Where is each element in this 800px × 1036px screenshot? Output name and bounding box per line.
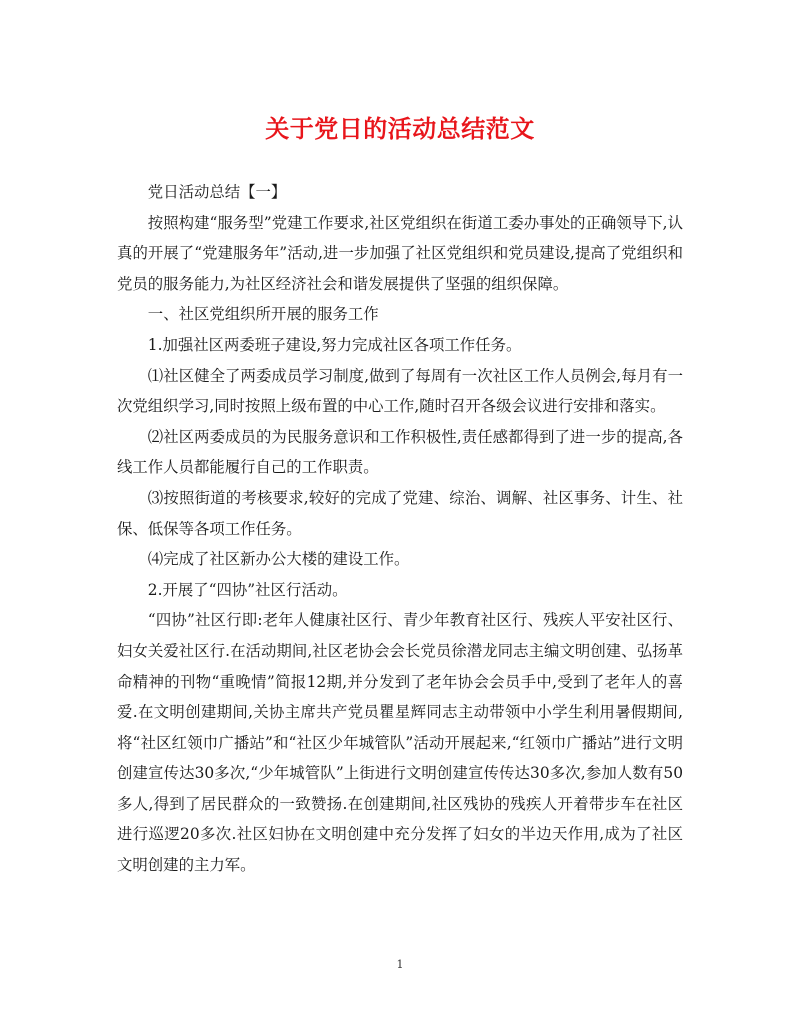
section-heading: 党日活动总结【一】 bbox=[147, 183, 287, 201]
paragraph: 按照构建“服务型”党建工作要求,社区党组织在街道工委办事处的正确领导下,认真的开展了“党建服务年”活动,进一步加强了社区党组织和党员建设,提高了党组织和党员的服务能力,为社区经济社会和谐发展提供了坚强的组织保障。 bbox=[117, 213, 683, 293]
subheading: 一、社区党组织所开展的服务工作 bbox=[147, 305, 379, 324]
page-number: 1 bbox=[396, 958, 404, 971]
document-body bbox=[117, 177, 683, 881]
paragraph: ⑵社区两委成员的为民服务意识和工作积极性,责任感都得到了进一步的提高,各线工作人员都能履行自己的工作职责。 bbox=[117, 427, 683, 477]
document-title: 关于党日的活动总结范文 bbox=[265, 114, 535, 143]
paragraph: “四协”社区行即:老年人健康社区行、青少年教育社区行、残疾人平安社区行、妇女关爱社区行.在活动期间,社区老协会会长党员徐潜龙同志主编文明创建、弘扬革命精神的刊物“重晚情”简报12期,并分发到了老年协会会员手中,受到了老年人的喜爱.在文明创建期间,关协主席共产党员瞿星辉同志主动带领中小学生利用暑假期间,将“社区红领巾广播站”和“社区少年城管队”活动开展起来,“红领巾广播站”进行文明创建宣传达30多次,“少年城管队”上街进行文明创建宣传传达30多次,参加人数有50多人,得到了居民群众的一致赞扬.在创建期间,社区残协的残疾人开着带步车在社区进行巡逻20多次.社区妇协在文明创建中充分发挥了妇女的半边天作用,成为了社区文明创建的主力军。 bbox=[117, 611, 683, 875]
paragraph: ⑷完成了社区新办公大楼的建设工作。 bbox=[147, 550, 410, 569]
paragraph: 1.加强社区两委班子建设,努力完成社区各项工作任务。 bbox=[147, 335, 522, 354]
paragraph: ⑴社区健全了两委成员学习制度,做到了每周有一次社区工作人员例会,每月有一次党组织学习,同时按照上级布置的中心工作,随时召开各级会议进行安排和落实。 bbox=[117, 366, 683, 416]
paragraph: ⑶按照街道的考核要求,较好的完成了党建、综治、调解、社区事务、计生、社保、低保等各项工作任务。 bbox=[117, 488, 683, 538]
paragraph: 2.开展了“四协”社区行活动。 bbox=[147, 580, 348, 599]
